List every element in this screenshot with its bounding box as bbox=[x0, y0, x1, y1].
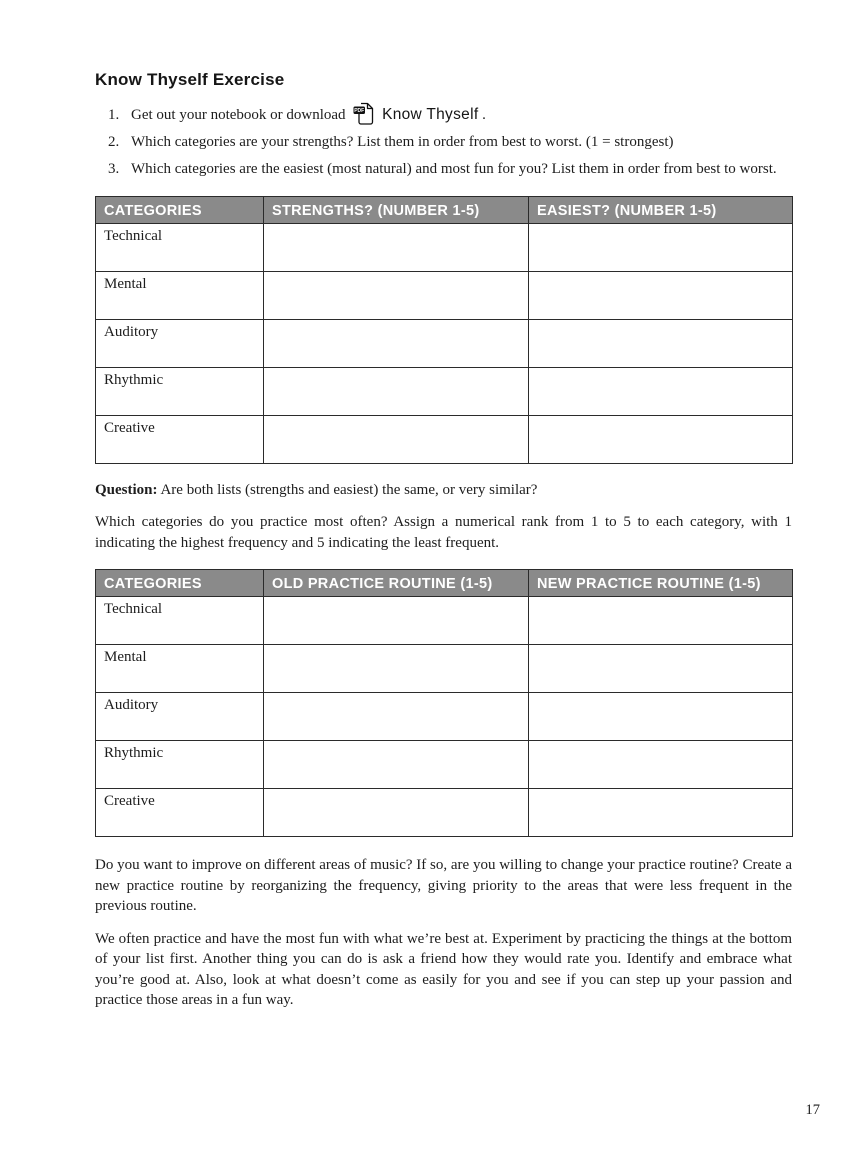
instruction-item-1 bbox=[95, 100, 792, 126]
table-row bbox=[96, 320, 793, 368]
question-line bbox=[95, 480, 792, 500]
pdf-badge-label: PDF bbox=[354, 108, 365, 115]
table-row bbox=[96, 693, 793, 741]
fill-in-cell bbox=[264, 368, 529, 416]
question-text: Are both lists (strengths and easiest) the same, or very similar? bbox=[160, 482, 538, 498]
instruction-item-2 bbox=[95, 132, 792, 153]
header-strengths: STRENGTHS? (NUMBER 1-5) bbox=[264, 197, 529, 224]
strengths-table bbox=[95, 196, 793, 464]
category-cell: Mental bbox=[96, 272, 264, 320]
table-header-row bbox=[96, 197, 793, 224]
fill-in-cell bbox=[529, 789, 793, 837]
know-thyself-link-label: Know Thyself bbox=[382, 106, 479, 123]
category-cell: Technical bbox=[96, 224, 264, 272]
instruction-text-before: Get out your notebook or download bbox=[131, 107, 346, 123]
table-row bbox=[96, 741, 793, 789]
question-label: Question: bbox=[95, 482, 158, 498]
improve-areas-paragraph: Do you want to improve on different areas of music? If so, are you willing to change your practice routine? Create a new practice routine by reorganizing the frequency, giving priority to the areas that were less frequent in the previous routine. bbox=[95, 857, 792, 914]
fill-in-cell bbox=[264, 597, 529, 645]
category-cell: Creative bbox=[96, 789, 264, 837]
fill-in-cell bbox=[264, 645, 529, 693]
instruction-text bbox=[127, 100, 486, 126]
fill-in-cell bbox=[264, 416, 529, 464]
fill-in-cell bbox=[264, 741, 529, 789]
fill-in-cell bbox=[529, 416, 793, 464]
instruction-text: Which categories are the easiest (most natural) and most fun for you? List them in order from best to worst. bbox=[131, 161, 777, 177]
header-categories: CATEGORIES bbox=[96, 570, 264, 597]
category-cell: Auditory bbox=[96, 320, 264, 368]
table-row bbox=[96, 597, 793, 645]
table-row bbox=[96, 224, 793, 272]
instruction-text: Which categories are your strengths? List them in order from best to worst. (1 = strongest) bbox=[131, 134, 674, 150]
category-cell: Auditory bbox=[96, 693, 264, 741]
table-header-row bbox=[96, 570, 793, 597]
page-number: 17 bbox=[805, 1102, 820, 1118]
header-categories: CATEGORIES bbox=[96, 197, 264, 224]
table-row bbox=[96, 789, 793, 837]
fill-in-cell bbox=[529, 272, 793, 320]
category-cell: Rhythmic bbox=[96, 368, 264, 416]
fill-in-cell bbox=[264, 693, 529, 741]
practice-advice-paragraph: We often practice and have the most fun with what we’re best at. Experiment by practicing the things at the bottom of your list first. Another thing you can do is ask a friend how they would rate you. Identify and embrace what you’re good at. Also, look at what doesn’t come as easily for you and see if you can step up your passion and practice those areas in a fun way. bbox=[95, 930, 792, 1008]
fill-in-cell bbox=[264, 272, 529, 320]
pdf-icon bbox=[353, 100, 374, 126]
category-cell: Creative bbox=[96, 416, 264, 464]
page-title: Know Thyself Exercise bbox=[95, 70, 285, 89]
fill-in-cell bbox=[529, 224, 793, 272]
instruction-text-after: . bbox=[482, 107, 486, 123]
practice-frequency-paragraph: Which categories do you practice most often? Assign a numerical rank from 1 to 5 to each category, with 1 indicating the highest frequency and 5 indicating the least frequent. bbox=[95, 514, 792, 551]
table-row bbox=[96, 645, 793, 693]
category-cell: Rhythmic bbox=[96, 741, 264, 789]
fill-in-cell bbox=[529, 597, 793, 645]
routine-table bbox=[95, 569, 793, 837]
fill-in-cell bbox=[264, 789, 529, 837]
page-content bbox=[95, 0, 792, 1011]
table-row bbox=[96, 272, 793, 320]
instruction-list bbox=[95, 100, 792, 180]
fill-in-cell bbox=[529, 693, 793, 741]
fill-in-cell bbox=[264, 224, 529, 272]
header-easiest: EASIEST? (NUMBER 1-5) bbox=[529, 197, 793, 224]
fill-in-cell bbox=[264, 320, 529, 368]
header-new-routine: NEW PRACTICE ROUTINE (1-5) bbox=[529, 570, 793, 597]
fill-in-cell bbox=[529, 320, 793, 368]
table-row bbox=[96, 368, 793, 416]
instruction-number: 3. bbox=[108, 161, 120, 177]
header-old-routine: OLD PRACTICE ROUTINE (1-5) bbox=[264, 570, 529, 597]
category-cell: Technical bbox=[96, 597, 264, 645]
fill-in-cell bbox=[529, 645, 793, 693]
instruction-number: 2. bbox=[108, 134, 120, 150]
fill-in-cell bbox=[529, 368, 793, 416]
table-row bbox=[96, 416, 793, 464]
instruction-number: 1. bbox=[108, 107, 120, 123]
know-thyself-download-link[interactable] bbox=[349, 107, 482, 123]
fill-in-cell bbox=[529, 741, 793, 789]
category-cell: Mental bbox=[96, 645, 264, 693]
instruction-item-3 bbox=[95, 159, 792, 180]
